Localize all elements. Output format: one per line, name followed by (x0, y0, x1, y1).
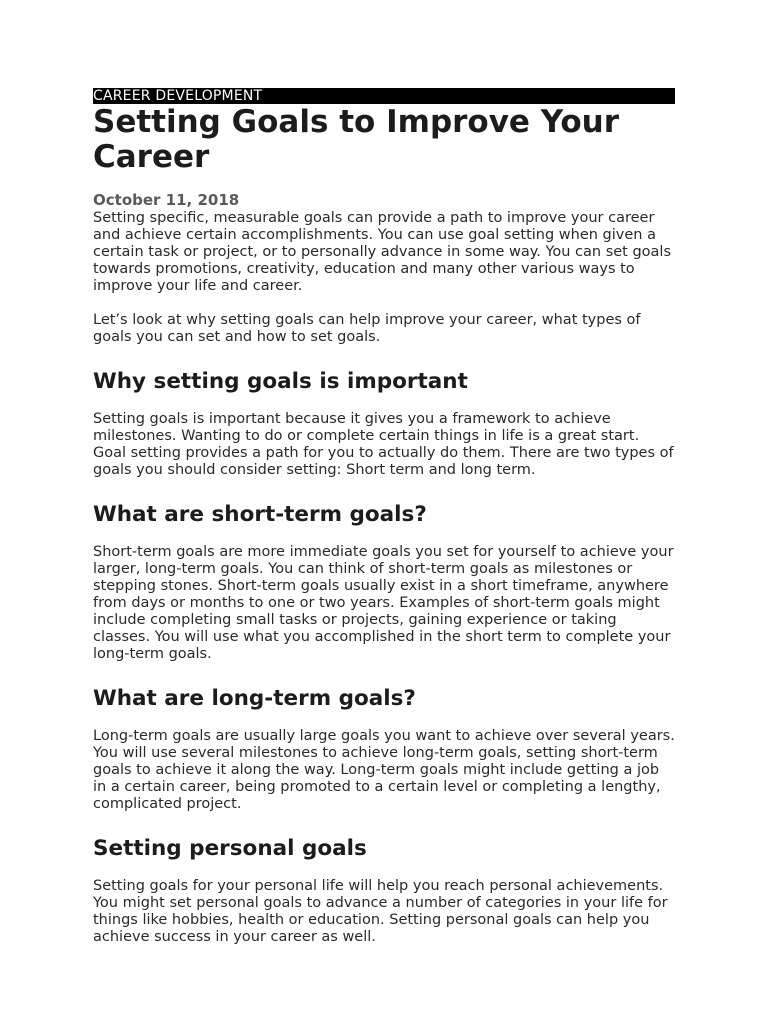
section-heading-long-term: What are long-term goals? (93, 686, 416, 711)
section-heading-personal-goals: Setting personal goals (93, 836, 367, 861)
section-body-long-term: Long-term goals are usually large goals you want to achieve over several years. You will use several milestones to achieve long-term goals, setting short-term goals to achieve it along the way. Long-term goals might include getting a job in a certain career, being promoted to a certain level or completing a lengthy, complicated project. (93, 728, 675, 812)
publish-date: October 11, 2018 (93, 191, 240, 209)
category-label: CAREER DEVELOPMENT (93, 88, 675, 104)
section-body-short-term: Short-term goals are more immediate goals you set for yourself to achieve your larger, long-term goals. You can think of short-term goals as milestones or stepping stones. Short-term goals usually exist in a short timeframe, anywhere from days or months to one or two years. Examples of short-term goals might include completing small tasks or projects, gaining experience or taking classes. You will use what you accomplished in the short term to complete your long-term goals. (93, 544, 674, 662)
section-heading-short-term: What are short-term goals? (93, 502, 427, 527)
article (93, 88, 675, 946)
section-heading-why-important: Why setting goals is important (93, 369, 468, 394)
section-body-why-important: Setting goals is important because it gives you a framework to achieve milestones. Wanting to do or complete certain things in life is a great start. Goal setting provides a path for you to actually do them. There are two types of goals you should consider setting: Short term and long term. (93, 411, 674, 478)
intro-paragraph-2: Let’s look at why setting goals can help improve your career, what types of goals you can set and how to set goals. (93, 312, 641, 345)
section-body-personal-goals: Setting goals for your personal life will help you reach personal achievements. You might set personal goals to advance a number of categories in your life for things like hobbies, health or education. Setting personal goals can help you achieve success in your career as well. (93, 878, 668, 945)
article-title: Setting Goals to Improve Your Career (93, 104, 620, 175)
intro-paragraph-1: Setting specific, measurable goals can provide a path to improve your career and achieve certain accomplishments. You can use goal setting when given a certain task or project, or to personally advance in some way. You can set goals towards promotions, creativity, education and many other various ways to improve your life and career. (93, 210, 672, 294)
